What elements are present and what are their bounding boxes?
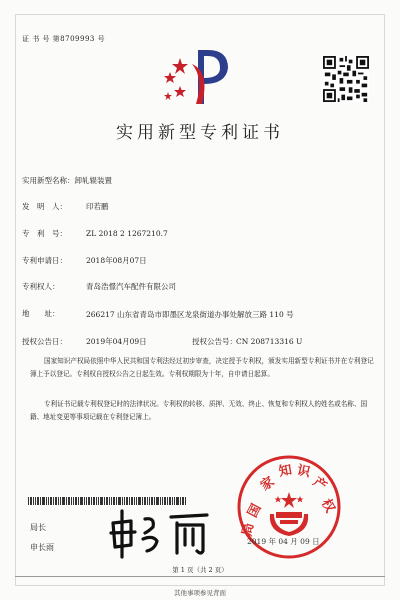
page-number: 第 1 页（共 2 页） (172, 566, 228, 574)
seal-date: 2019 年 04 月 09 日 (247, 537, 320, 546)
svg-text:知: 知 (277, 462, 294, 480)
patent-office-emblem-icon (150, 44, 250, 110)
utility-model-name-value: 卸轧辊装置 (74, 176, 112, 185)
patent-number-row (22, 229, 168, 239)
filing-date-row (22, 256, 147, 266)
svg-text:权: 权 (317, 496, 338, 516)
patentee-value: 青岛浩憬汽车配件有限公司 (86, 282, 176, 291)
filing-date-value: 2018年08月07日 (86, 256, 147, 265)
utility-model-name-label: 实用新型名称： (22, 176, 75, 185)
address-label: 地 址： (22, 309, 60, 318)
qr-code-icon (323, 56, 369, 102)
svg-text:产: 产 (309, 474, 330, 495)
grant-paragraph: 国家知识产权局依照中华人民共和国专利法经过初步审查，决定授予专利权，颁发实用新型专利证书并在专利登记簿上予以登记。专利权自授权公告之日起生效。专利权期限为十年，自申请日起算。 (30, 357, 374, 378)
certificate-number: 证 书 号 第8709993 号 (22, 35, 106, 43)
patentee-label: 专利权人： (22, 282, 60, 291)
patent-number-label: 专 利 号： (22, 229, 67, 238)
footer-divider (15, 576, 385, 577)
footer-note: 其他事项参见背面 (174, 589, 226, 597)
inventor-value: 印若鹏 (86, 202, 109, 211)
certificate-title: 实用新型专利证书 (116, 123, 284, 143)
legal-status-paragraph: 专利证书记载专利权登记时的法律状况。专利权的转移、质押、无效、终止、恢复和专利权人的姓名或名称、国籍、地址变更等事项记载在专利登记簿上。 (30, 400, 368, 421)
chief-title: 局长 (30, 523, 46, 532)
svg-text:国: 国 (245, 501, 265, 521)
grant-number-label: 授权公告号： (192, 337, 237, 346)
patent-number-value: ZL 2018 2 1267210.7 (86, 229, 168, 238)
barcode-icon (28, 497, 186, 505)
inventor-label: 发 明 人： (22, 202, 67, 211)
utility-model-name-row (22, 176, 112, 186)
svg-text:识: 识 (295, 463, 312, 481)
signature-icon (105, 505, 215, 560)
svg-text:局: 局 (240, 521, 258, 538)
inventor-row (22, 202, 109, 212)
address-label-row (22, 309, 60, 319)
filing-date-label: 专利申请日： (22, 256, 67, 265)
patentee-row (22, 282, 176, 292)
grant-date-value: 2019年04月09日 (86, 337, 147, 346)
grant-number-value: CN 208713316 U (236, 337, 303, 346)
grant-date-label: 授权公告日： (22, 337, 67, 346)
address-value: 266217 山东省青岛市即墨区龙泉街道办事处解放三路 110 号 (86, 310, 294, 319)
svg-text:家: 家 (258, 474, 278, 494)
grant-info-row (22, 337, 303, 347)
chief-name: 申长雨 (30, 543, 54, 552)
